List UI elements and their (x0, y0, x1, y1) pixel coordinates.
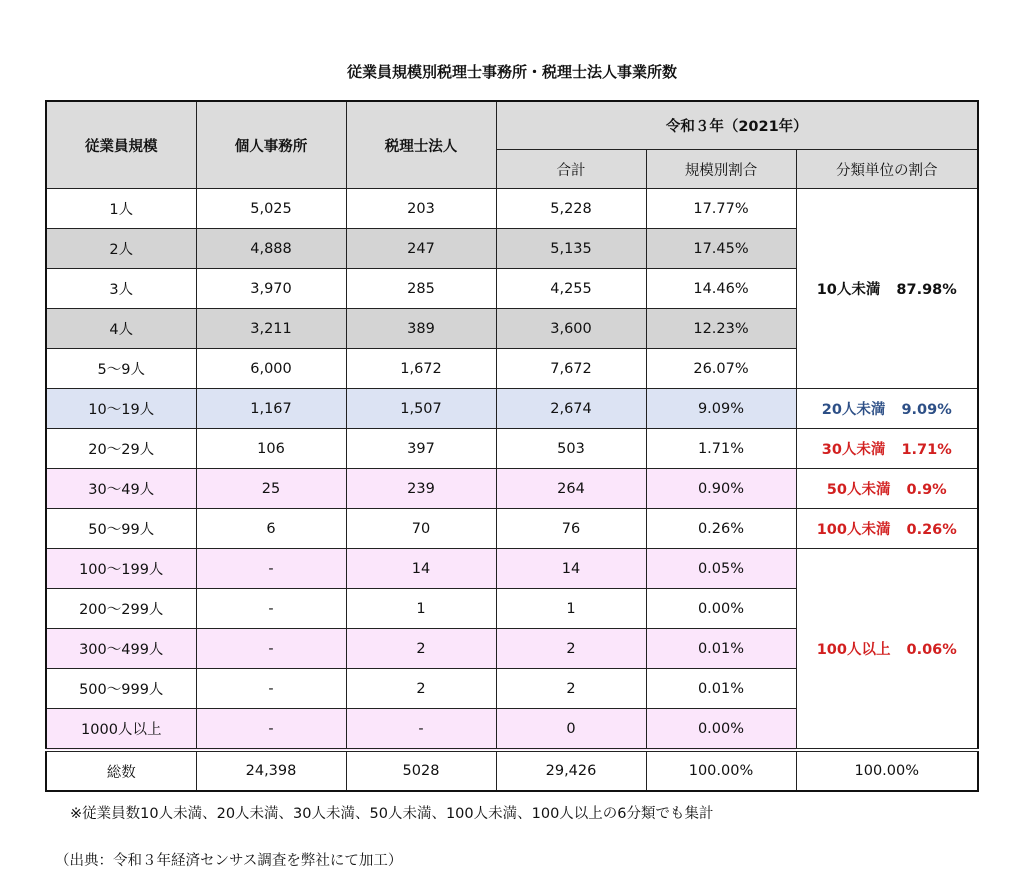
header-ratio: 規模別割合 (646, 150, 796, 189)
cell-corporation: 285 (346, 269, 496, 309)
cell-scale: 50～99人 (46, 509, 196, 549)
establishment-table (45, 100, 979, 792)
cell-ratio: 14.46% (646, 269, 796, 309)
cell-scale: 2人 (46, 229, 196, 269)
cell-scale: 3人 (46, 269, 196, 309)
group-value: 0.06% (906, 642, 957, 658)
cell-individual: 6,000 (196, 349, 346, 389)
cell-ratio: 17.45% (646, 229, 796, 269)
cell-ratio: 9.09% (646, 389, 796, 429)
cell-ratio: 1.71% (646, 429, 796, 469)
group-label: 20人未満 (821, 402, 886, 418)
cell-individual: 3,970 (196, 269, 346, 309)
cell-individual: - (196, 589, 346, 629)
cell-corporation: 397 (346, 429, 496, 469)
cell-ratio: 0.90% (646, 469, 796, 509)
group-value: 0.9% (906, 482, 947, 498)
cell-total: 4,255 (496, 269, 646, 309)
group-100-plus (796, 549, 978, 751)
cell-corporation: 239 (346, 469, 496, 509)
cell-scale: 100～199人 (46, 549, 196, 589)
group-under-30 (796, 429, 978, 469)
cell-individual: - (196, 629, 346, 669)
cell-individual: - (196, 669, 346, 709)
cell-corporation: 2 (346, 629, 496, 669)
cell-total: 5,228 (496, 189, 646, 229)
cell-total: 264 (496, 469, 646, 509)
table-row (46, 429, 978, 469)
cell-corporation: 389 (346, 309, 496, 349)
cell-scale: 5～9人 (46, 349, 196, 389)
cell-individual: - (196, 549, 346, 589)
footnote: ※従業員数10人未満、20人未満、30人未満、50人未満、100人未満、100人以上の6分類でも集計 (70, 806, 714, 822)
group-under-100 (796, 509, 978, 549)
cell-individual: 1,167 (196, 389, 346, 429)
header-period: 令和３年（2021年） (496, 101, 978, 150)
cell-total: 2 (496, 669, 646, 709)
table-row (46, 549, 978, 589)
group-value: 0.26% (906, 522, 957, 538)
table-row (46, 389, 978, 429)
cell-ratio: 0.26% (646, 509, 796, 549)
cell-individual: 3,211 (196, 309, 346, 349)
group-label: 100人以上 (816, 642, 891, 658)
header-group-ratio: 分類単位の割合 (796, 150, 978, 189)
group-label: 50人未満 (826, 482, 891, 498)
cell-total: 2 (496, 629, 646, 669)
cell-total: 3,600 (496, 309, 646, 349)
cell-ratio: 0.01% (646, 629, 796, 669)
table-title: 従業員規模別税理士事務所・税理士法人事業所数 (346, 63, 677, 81)
cell-individual: - (196, 709, 346, 751)
cell-corporation: 14 (346, 549, 496, 589)
cell-individual: 6 (196, 509, 346, 549)
source-citation: （出典：令和３年経済センサス調査を弊社にて加工） (55, 853, 403, 869)
cell-scale: 20～29人 (46, 429, 196, 469)
cell-ratio: 12.23% (646, 309, 796, 349)
group-label: 10人未満 (816, 282, 881, 298)
cell-ratio: 0.00% (646, 589, 796, 629)
group-under-10 (796, 189, 978, 389)
cell-scale: 500～999人 (46, 669, 196, 709)
total-sum: 29,426 (496, 750, 646, 791)
cell-individual: 5,025 (196, 189, 346, 229)
cell-ratio: 0.05% (646, 549, 796, 589)
total-label: 総数 (46, 750, 196, 791)
group-under-20 (796, 389, 978, 429)
cell-corporation: - (346, 709, 496, 751)
cell-scale: 1000人以上 (46, 709, 196, 751)
cell-corporation: 70 (346, 509, 496, 549)
group-value: 9.09% (901, 402, 952, 418)
cell-ratio: 0.01% (646, 669, 796, 709)
table-row (46, 189, 978, 229)
header-total: 合計 (496, 150, 646, 189)
table-row (46, 469, 978, 509)
cell-ratio: 0.00% (646, 709, 796, 751)
header-scale: 従業員規模 (46, 101, 196, 189)
cell-total: 1 (496, 589, 646, 629)
group-label: 100人未満 (816, 522, 891, 538)
cell-scale: 10～19人 (46, 389, 196, 429)
total-ratio: 100.00% (646, 750, 796, 791)
cell-total: 2,674 (496, 389, 646, 429)
cell-total: 0 (496, 709, 646, 751)
cell-corporation: 2 (346, 669, 496, 709)
cell-corporation: 1,672 (346, 349, 496, 389)
cell-corporation: 247 (346, 229, 496, 269)
group-value: 87.98% (896, 282, 957, 298)
group-label: 30人未満 (821, 442, 886, 458)
cell-total: 7,672 (496, 349, 646, 389)
table-row (46, 509, 978, 549)
header-individual: 個人事務所 (196, 101, 346, 189)
cell-total: 5,135 (496, 229, 646, 269)
cell-scale: 300～499人 (46, 629, 196, 669)
total-row (46, 750, 978, 791)
cell-total: 14 (496, 549, 646, 589)
cell-scale: 200～299人 (46, 589, 196, 629)
cell-individual: 25 (196, 469, 346, 509)
cell-corporation: 203 (346, 189, 496, 229)
cell-individual: 4,888 (196, 229, 346, 269)
total-group-ratio: 100.00% (796, 750, 978, 791)
cell-total: 503 (496, 429, 646, 469)
cell-ratio: 17.77% (646, 189, 796, 229)
cell-scale: 4人 (46, 309, 196, 349)
group-value: 1.71% (901, 442, 952, 458)
group-under-50 (796, 469, 978, 509)
cell-total: 76 (496, 509, 646, 549)
cell-corporation: 1,507 (346, 389, 496, 429)
cell-scale: 30～49人 (46, 469, 196, 509)
cell-corporation: 1 (346, 589, 496, 629)
cell-scale: 1人 (46, 189, 196, 229)
cell-individual: 106 (196, 429, 346, 469)
total-corporation: 5028 (346, 750, 496, 791)
total-individual: 24,398 (196, 750, 346, 791)
cell-ratio: 26.07% (646, 349, 796, 389)
header-corporation: 税理士法人 (346, 101, 496, 189)
